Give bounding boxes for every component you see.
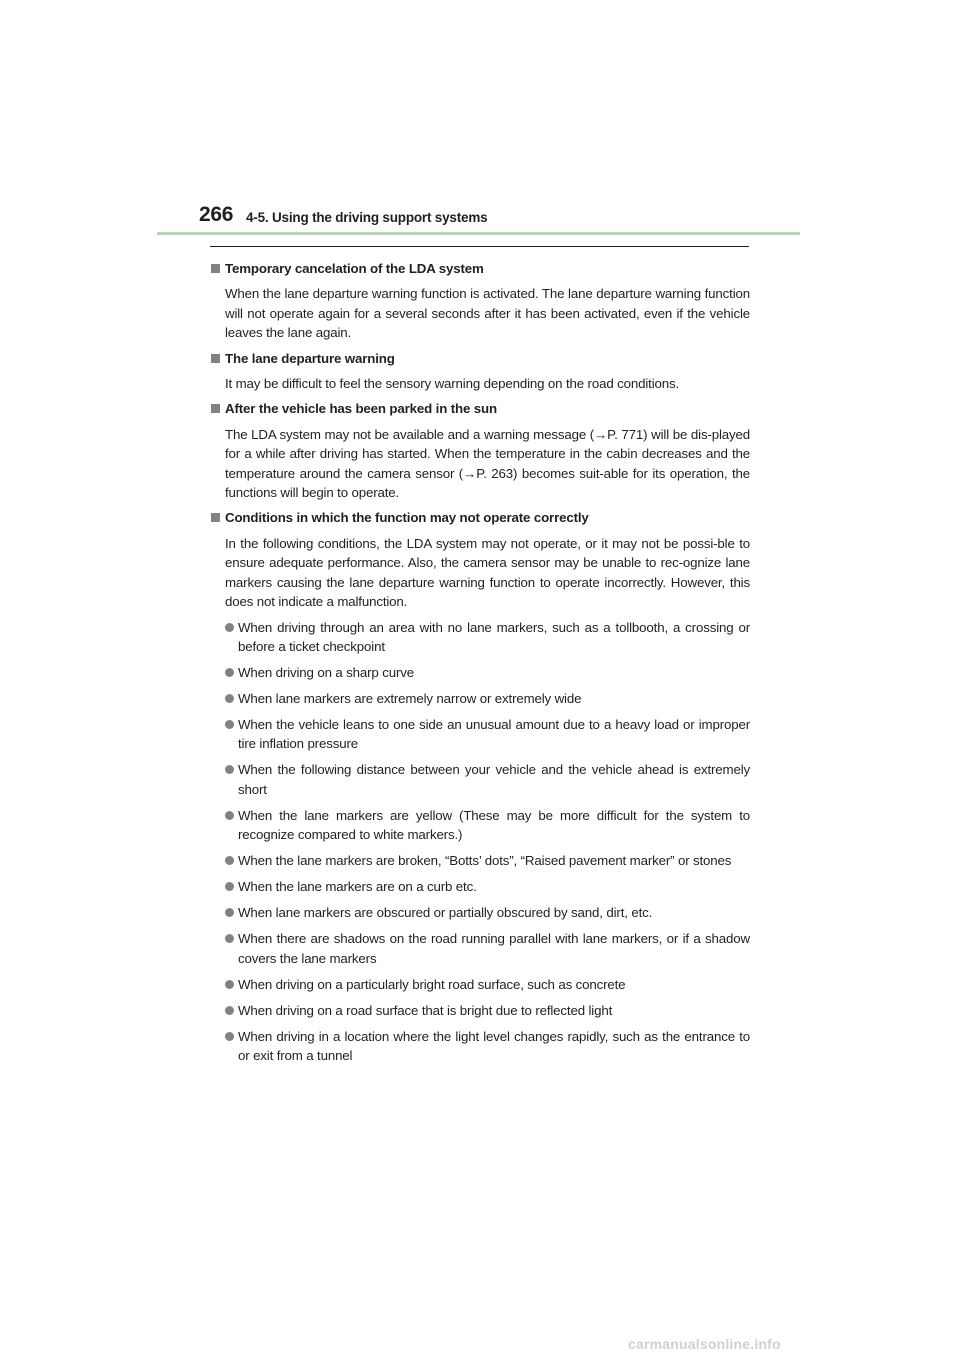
list-item-text: When the lane markers are on a curb etc. bbox=[238, 879, 477, 895]
section-temporary-cancelation bbox=[211, 259, 750, 343]
list-item-text: When the lane markers are yellow (These may be more difficult for the system to recognize compared to white markers.) bbox=[238, 807, 750, 843]
heading-text: The lane departure warning bbox=[225, 350, 395, 366]
page-number: 266 bbox=[199, 203, 234, 226]
heading-text: After the vehicle has been parked in the sun bbox=[225, 401, 497, 417]
manual-content bbox=[211, 259, 750, 1072]
conditions-list bbox=[211, 618, 750, 1066]
list-item bbox=[211, 760, 750, 799]
list-item-text: When driving in a location where the light level changes rapidly, such as the entrance to or exit from a tunnel bbox=[238, 1028, 750, 1063]
section-heading bbox=[211, 349, 750, 368]
section-heading bbox=[211, 259, 750, 278]
circle-bullet-icon bbox=[225, 811, 234, 820]
list-item-text: When there are shadows on the road running parallel with lane markers, or if a shadow covers the lane markers bbox=[238, 931, 750, 966]
circle-bullet-icon bbox=[225, 694, 234, 703]
circle-bullet-icon bbox=[225, 934, 234, 943]
content-rule bbox=[210, 246, 749, 247]
section-parked-in-sun bbox=[211, 399, 750, 502]
circle-bullet-icon bbox=[225, 980, 234, 989]
section-paragraph: In the following conditions, the LDA system may not operate, or it may not be possi-ble to ensure adequate performance. Also, the camera sensor may be unable to rec-ognize lane markers causing the lane departure warning function to operate incorrectly. However, this does not indicate a malfunction. bbox=[225, 535, 750, 610]
square-bullet-icon bbox=[211, 513, 220, 522]
circle-bullet-icon bbox=[225, 908, 234, 917]
list-item-text: When driving on a sharp curve bbox=[238, 664, 414, 680]
list-item-text: When driving on a road surface that is bright due to reflected light bbox=[238, 1002, 613, 1018]
list-item-text: When driving on a particularly bright road surface, such as concrete bbox=[238, 976, 626, 992]
section-paragraph: The LDA system may not be available and a warning message (→P. 771) will be dis-played for a while after driving has started. When the temperature in the cabin decreases and the temperature around the camera sensor (→P. 263) becomes suit-able for its operation, the functions will begin to operate. bbox=[225, 426, 750, 501]
list-item-text: When the vehicle leans to one side an unusual amount due to a heavy load or improper tire inflation pressure bbox=[238, 716, 750, 752]
section-paragraph: It may be difficult to feel the sensory warning depending on the road conditions. bbox=[225, 376, 680, 392]
list-item-text: When the following distance between your vehicle and the vehicle ahead is extremely short bbox=[238, 762, 750, 797]
list-item bbox=[211, 689, 750, 708]
circle-bullet-icon bbox=[225, 1032, 234, 1041]
heading-text: Conditions in which the function may not operate correctly bbox=[225, 510, 589, 526]
list-item bbox=[211, 663, 750, 682]
list-item-text: When driving through an area with no lane markers, such as a tollbooth, a crossing or before a ticket checkpoint bbox=[238, 619, 750, 654]
list-item bbox=[211, 618, 750, 657]
list-item bbox=[211, 1001, 750, 1020]
list-item bbox=[211, 877, 750, 896]
list-item-text: When lane markers are obscured or partially obscured by sand, dirt, etc. bbox=[238, 905, 653, 921]
section-conditions bbox=[211, 508, 750, 1065]
circle-bullet-icon bbox=[225, 720, 234, 729]
list-item bbox=[211, 929, 750, 968]
square-bullet-icon bbox=[211, 404, 220, 413]
list-item-text: When lane markers are extremely narrow or extremely wide bbox=[238, 690, 582, 706]
list-item bbox=[211, 903, 750, 922]
section-lane-departure-warning bbox=[211, 349, 750, 394]
list-item bbox=[211, 975, 750, 994]
square-bullet-icon bbox=[211, 264, 220, 273]
section-heading bbox=[211, 399, 750, 418]
circle-bullet-icon bbox=[225, 623, 234, 632]
heading-text: Temporary cancelation of the LDA system bbox=[225, 261, 484, 276]
list-item bbox=[211, 806, 750, 845]
circle-bullet-icon bbox=[225, 1006, 234, 1015]
section-paragraph: When the lane departure warning function is activated. The lane departure warning function will not operate again for a several seconds after it has been activated, even if the vehicle leaves the lane again. bbox=[225, 286, 750, 341]
list-item bbox=[211, 1027, 750, 1066]
square-bullet-icon bbox=[211, 354, 220, 363]
list-item bbox=[211, 715, 750, 754]
header-rule bbox=[157, 232, 800, 235]
list-item-text: When the lane markers are broken, “Botts’ dots”, “Raised pavement marker” or stones bbox=[238, 853, 732, 869]
circle-bullet-icon bbox=[225, 856, 234, 865]
section-heading bbox=[211, 508, 750, 527]
circle-bullet-icon bbox=[225, 882, 234, 891]
section-title: 4-5. Using the driving support systems bbox=[246, 210, 488, 225]
watermark-link[interactable]: carmanualsonline.info bbox=[628, 1336, 781, 1352]
list-item bbox=[211, 851, 750, 870]
circle-bullet-icon bbox=[225, 668, 234, 677]
circle-bullet-icon bbox=[225, 765, 234, 774]
